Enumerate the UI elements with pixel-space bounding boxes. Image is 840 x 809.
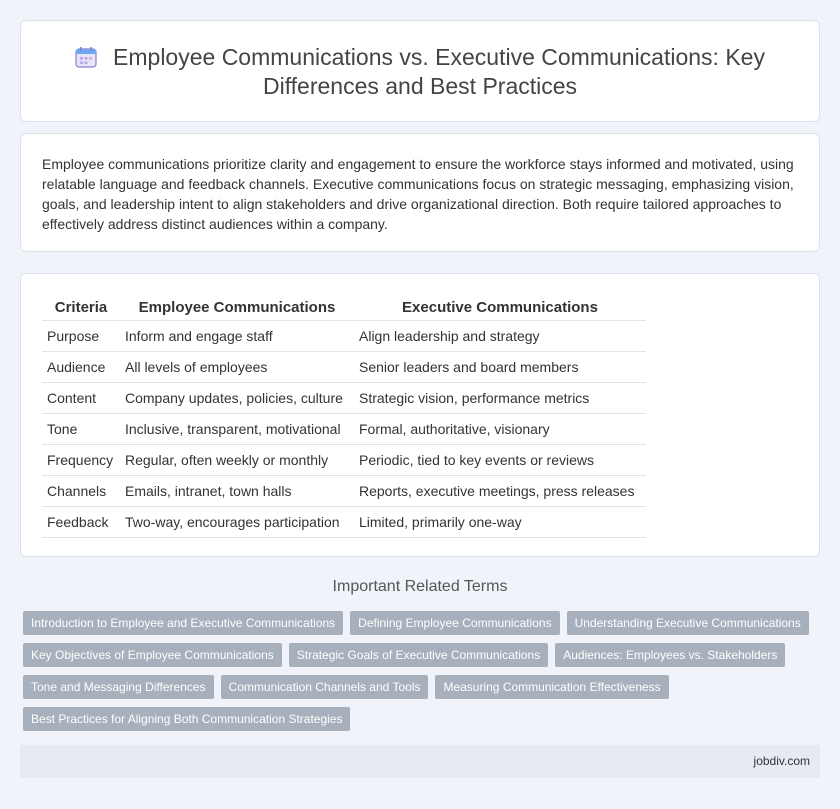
footer <box>20 745 820 778</box>
cell-criteria: Content <box>42 382 120 413</box>
header-employee: Employee Communications <box>120 294 354 320</box>
cell-employee: Two-way, encourages participation <box>120 506 354 537</box>
related-term-tag[interactable]: Tone and Messaging Differences <box>23 675 214 699</box>
tag-row <box>23 611 823 635</box>
related-term-tag[interactable]: Audiences: Employees vs. Stakeholders <box>555 643 785 667</box>
cell-executive: Formal, authoritative, visionary <box>354 413 646 444</box>
title-wrap <box>51 43 789 101</box>
cell-executive: Strategic vision, performance metrics <box>354 382 646 413</box>
cell-employee: Inclusive, transparent, motivational <box>120 413 354 444</box>
related-term-tag[interactable]: Introduction to Employee and Executive Communications <box>23 611 343 635</box>
table-header-row <box>42 294 646 320</box>
cell-executive: Senior leaders and board members <box>354 351 646 382</box>
cell-criteria: Channels <box>42 475 120 506</box>
header-criteria: Criteria <box>42 294 120 320</box>
table-row <box>42 320 646 351</box>
cell-executive: Periodic, tied to key events or reviews <box>354 444 646 475</box>
cell-criteria: Audience <box>42 351 120 382</box>
cell-executive: Reports, executive meetings, press releases <box>354 475 646 506</box>
cell-employee: Emails, intranet, town halls <box>120 475 354 506</box>
table-row <box>42 413 646 444</box>
footer-site-link[interactable]: jobdiv.com <box>753 754 810 768</box>
related-term-tag[interactable]: Understanding Executive Communications <box>567 611 809 635</box>
tag-row <box>23 643 823 667</box>
header-card <box>20 20 820 122</box>
cell-employee: Inform and engage staff <box>120 320 354 351</box>
tag-row <box>23 707 823 731</box>
related-terms-heading: Important Related Terms <box>332 578 508 595</box>
cell-executive: Limited, primarily one-way <box>354 506 646 537</box>
table-row <box>42 382 646 413</box>
related-terms-list <box>23 611 823 739</box>
calendar-icon <box>75 46 97 68</box>
related-term-tag[interactable]: Strategic Goals of Executive Communications <box>289 643 548 667</box>
cell-employee: Regular, often weekly or monthly <box>120 444 354 475</box>
related-term-tag[interactable]: Key Objectives of Employee Communications <box>23 643 282 667</box>
related-term-tag[interactable]: Defining Employee Communications <box>350 611 559 635</box>
intro-card <box>20 133 820 252</box>
cell-employee: All levels of employees <box>120 351 354 382</box>
intro-text: Employee communications prioritize clarity and engagement to ensure the workforce stays informed and motivated, using relatable language and feedback channels. Executive communications focus on strategic messaging, emphasizing vision, goals, and leadership intent to align stakeholders and drive organizational direction. Both require tailored approaches to effectively address distinct audiences within a company. <box>42 156 794 232</box>
table-row <box>42 506 646 537</box>
table-row <box>42 351 646 382</box>
related-term-tag[interactable]: Best Practices for Aligning Both Communication Strategies <box>23 707 350 731</box>
related-term-tag[interactable]: Communication Channels and Tools <box>221 675 429 699</box>
cell-employee: Company updates, policies, culture <box>120 382 354 413</box>
table-row <box>42 444 646 475</box>
table-row <box>42 475 646 506</box>
title-text: Employee Communications vs. Executive Communications: Key Differences and Best Practices <box>113 44 765 99</box>
header-executive: Executive Communications <box>354 294 646 320</box>
page-title <box>51 43 789 101</box>
cell-criteria: Feedback <box>42 506 120 537</box>
comparison-card <box>20 273 820 557</box>
cell-criteria: Frequency <box>42 444 120 475</box>
tag-row <box>23 675 823 699</box>
related-term-tag[interactable]: Measuring Communication Effectiveness <box>435 675 668 699</box>
cell-criteria: Tone <box>42 413 120 444</box>
comparison-table <box>42 294 646 538</box>
cell-criteria: Purpose <box>42 320 120 351</box>
cell-executive: Align leadership and strategy <box>354 320 646 351</box>
